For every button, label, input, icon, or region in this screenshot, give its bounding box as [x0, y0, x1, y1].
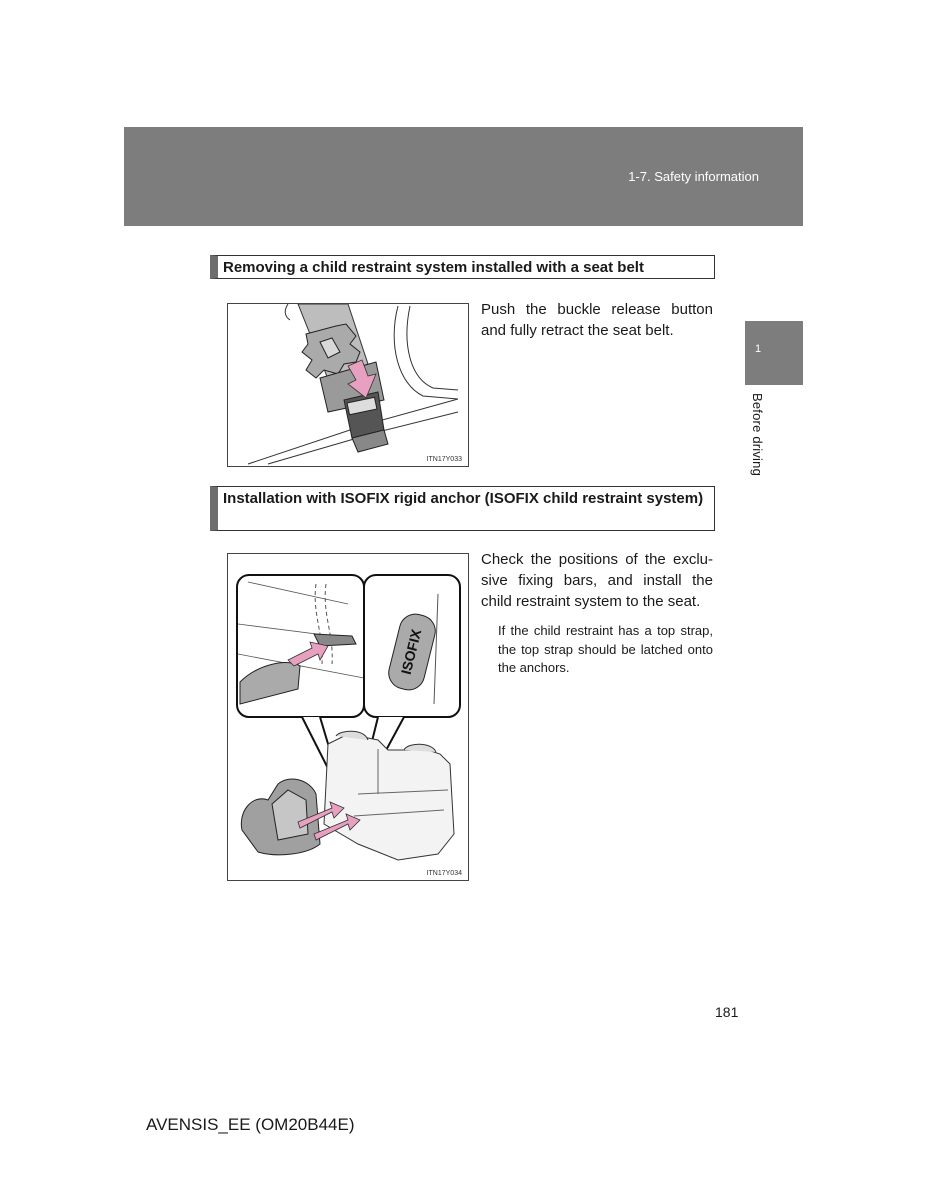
isofix-tag-label: ISOFIX	[397, 627, 425, 676]
chapter-tab	[745, 321, 803, 385]
isofix-illustration	[228, 554, 468, 880]
chapter-label: Before driving	[750, 393, 765, 477]
footer-model-code: AVENSIS_EE (OM20B44E)	[146, 1115, 355, 1134]
section-title: 1-7. Safety information	[628, 169, 759, 184]
section-heading-removing: Removing a child restraint system installed with a seat belt	[210, 255, 715, 279]
isofix-installation-figure	[227, 553, 469, 881]
top-strap-note: If the child restraint has a top strap, the top strap should be latched onto the anchors.	[498, 623, 713, 675]
seat-belt-buckle-figure	[227, 303, 469, 467]
chapter-number: 1	[755, 343, 762, 355]
buckle-illustration	[228, 304, 468, 466]
figure-code: ITN17Y034	[426, 870, 462, 877]
instruction-text-remove: Push the buckle release button and fully retract the seat belt.	[481, 301, 713, 339]
header-band	[124, 127, 803, 226]
figure-code: ITN17Y033	[426, 456, 462, 463]
page-number: 181	[715, 1004, 739, 1020]
section-heading-isofix: Installation with ISOFIX rigid anchor (ISOFIX child restraint system)	[210, 486, 715, 531]
instruction-text-isofix: Check the positions of the exclu-sive fixing bars, and install the child restraint system to the seat.	[481, 551, 713, 610]
